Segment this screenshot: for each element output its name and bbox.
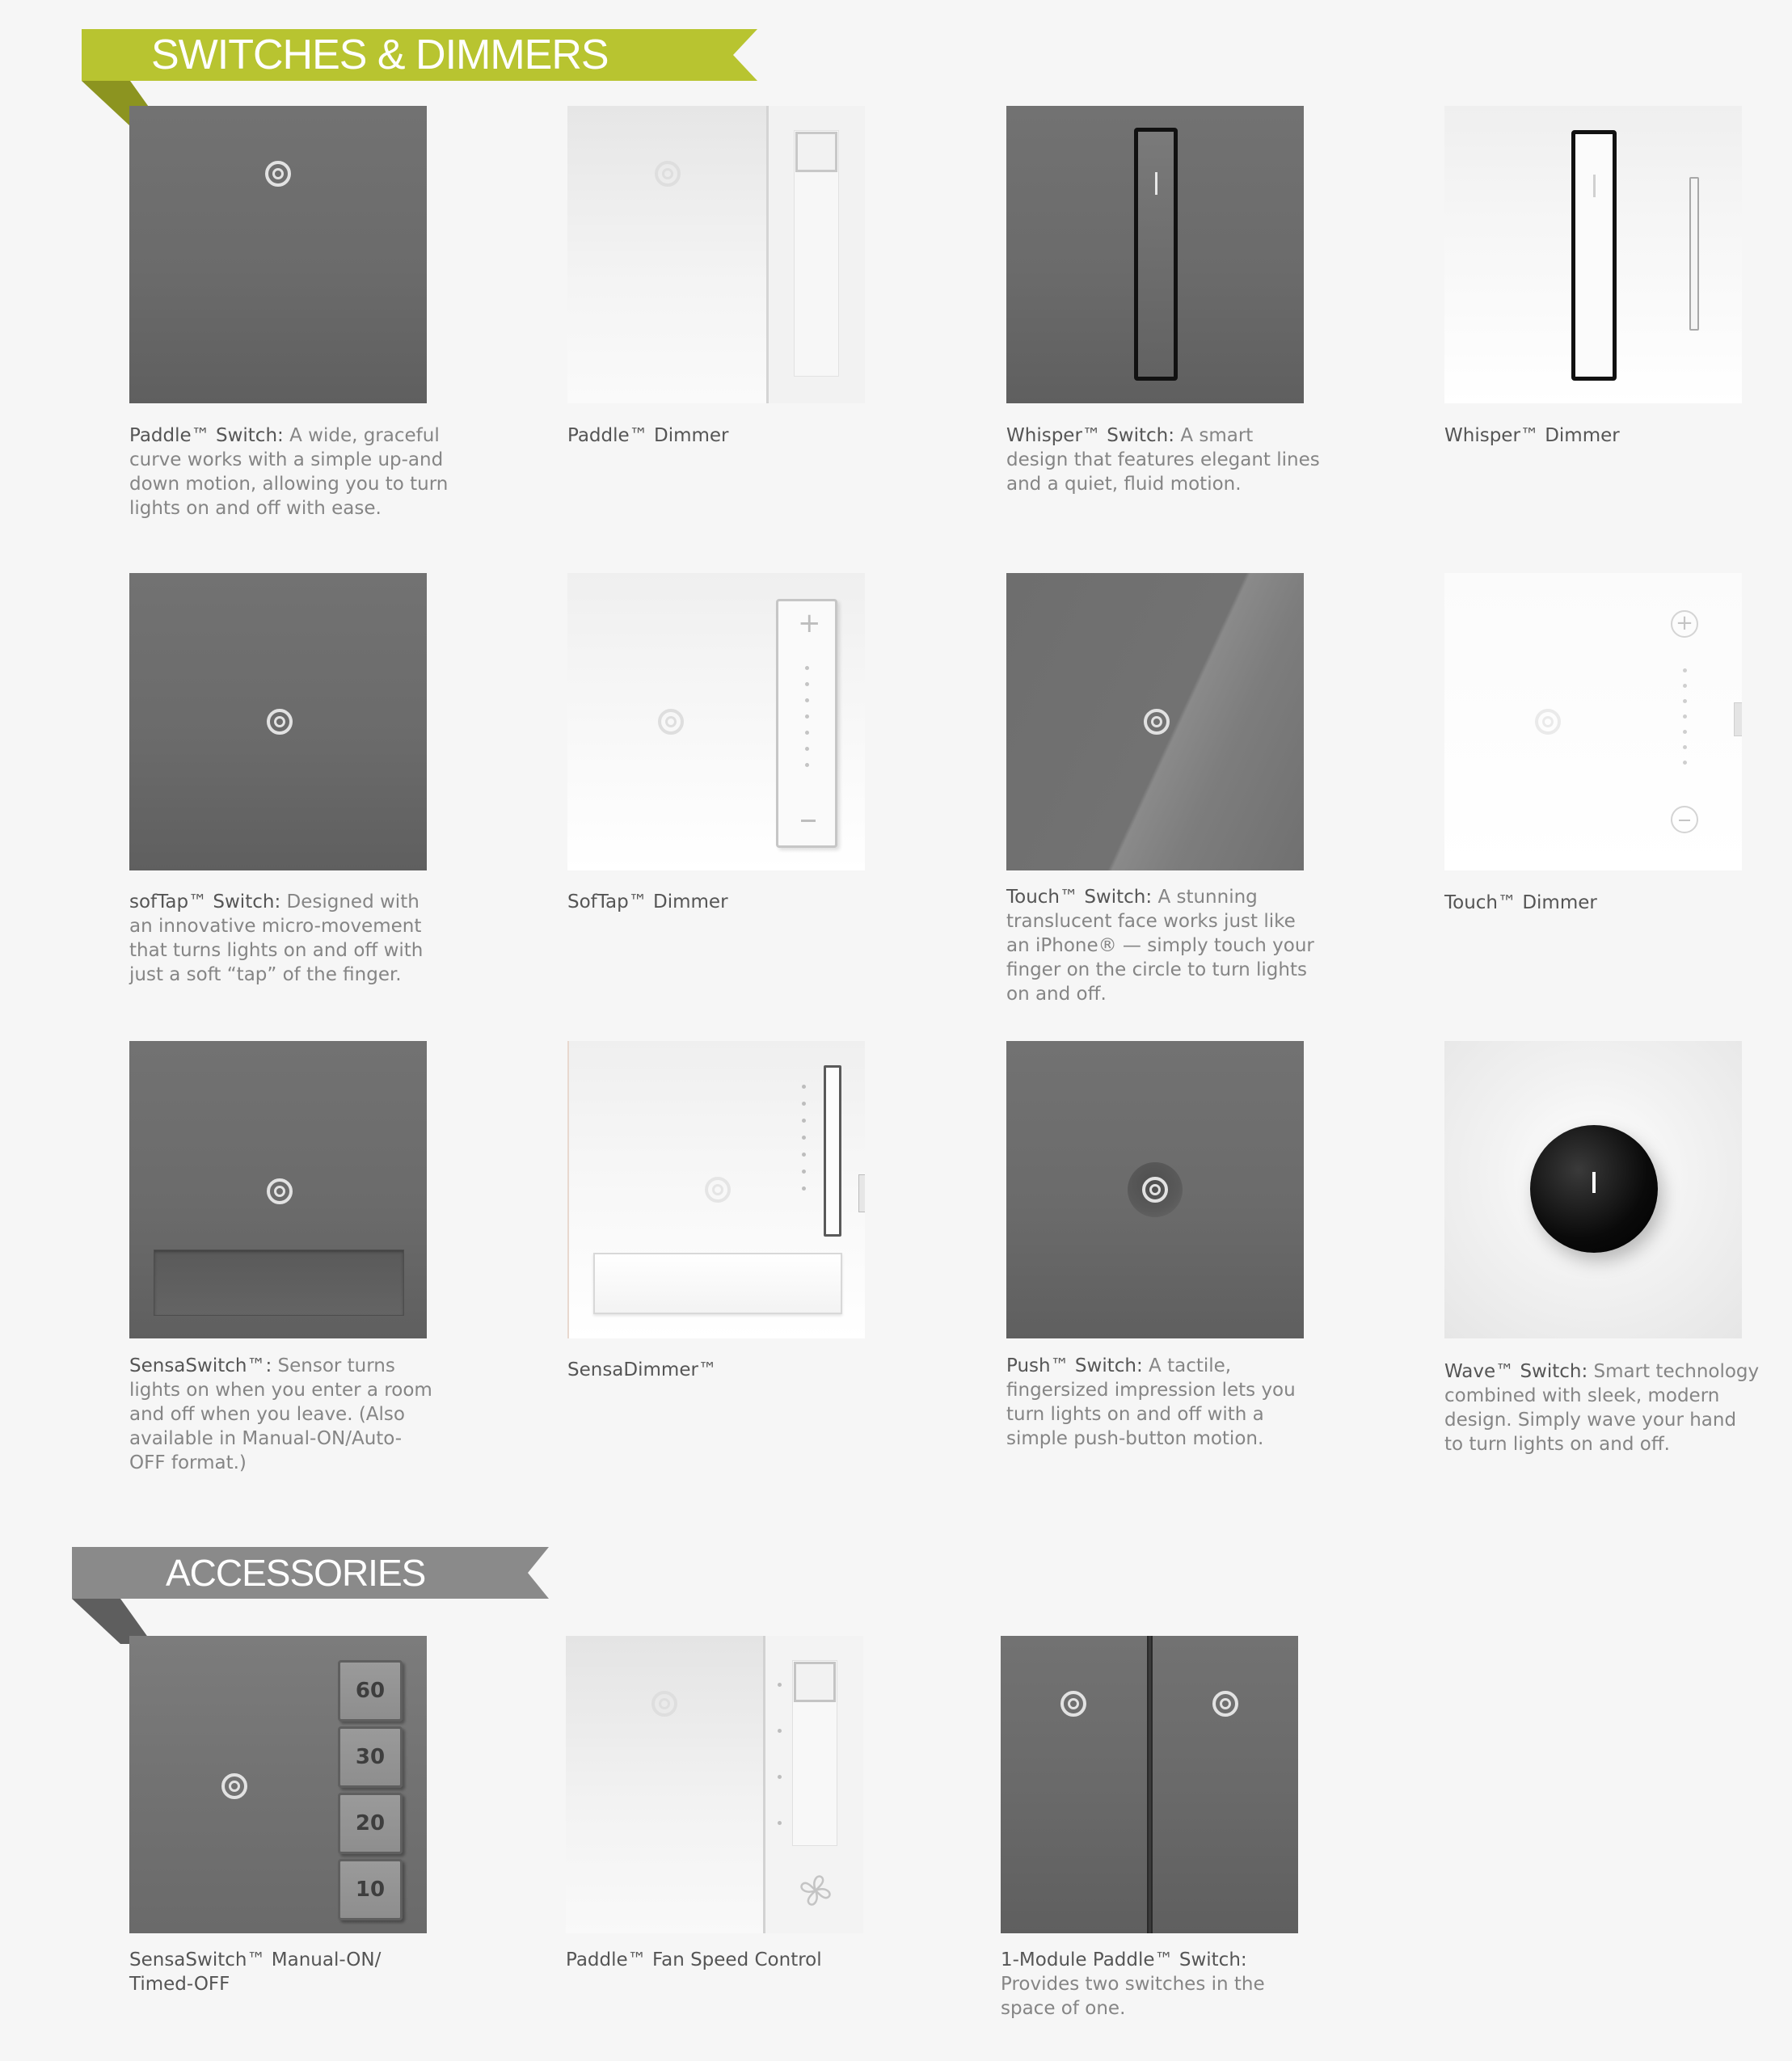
softap-dimmer-caption: SofTap™ Dimmer [567, 891, 728, 912]
one-module-paddle-caption: 1-Module Paddle™ Switch: Provides two switches in the space of one. [1001, 1949, 1265, 2019]
sensaswitch-image [129, 1041, 427, 1338]
level-dots [1683, 668, 1687, 765]
light-ring-icon [651, 1691, 677, 1717]
minus-icon [801, 820, 816, 822]
whisper-switch-caption: Whisper™ Switch: A smart design that features elegant lines and a quiet, fluid motion. [1006, 425, 1320, 495]
side-tab [1734, 702, 1742, 736]
whisper-switch-image [1006, 106, 1304, 403]
touch-dimmer-image [1444, 573, 1742, 870]
fan-speed-control-image [566, 1636, 863, 1933]
touch-switch-caption: Touch™ Switch: A stunning translucent face works just like an iPhone® — simply touch your finger on the circle to turn lights on and off. [1006, 887, 1314, 1005]
banner-band [82, 29, 757, 81]
touch-dimmer-caption: Touch™ Dimmer [1444, 892, 1597, 913]
whisper-dimmer-caption: Whisper™ Dimmer [1444, 425, 1620, 446]
softap-dimmer-bar [776, 599, 837, 848]
softap-switch-caption: sofTap™ Switch: Designed with an innovative micro-movement that turns lights on and off with just a soft “tap” of the finger. [129, 891, 424, 985]
light-ring-icon [267, 1178, 293, 1204]
motion-sensor-lens [154, 1250, 404, 1316]
light-ring-icon [1142, 1177, 1168, 1203]
sensaswitch-caption: SensaSwitch™: Sensor turns lights on when you enter a room and off when you leave. (Also available in Manual-ON/Auto- OFF format.) [129, 1355, 432, 1473]
wave-switch-image [1444, 1041, 1742, 1338]
light-ring-icon [267, 709, 293, 735]
one-module-paddle-image [1001, 1636, 1298, 1933]
light-ring-icon [658, 709, 684, 735]
light-ring-icon [1535, 709, 1561, 735]
minus-icon [1671, 806, 1698, 833]
dimmer-rocker [824, 1065, 841, 1237]
level-dots [778, 1683, 782, 1825]
whisper-dimmer-image [1444, 106, 1742, 403]
whisper-rocker [1571, 130, 1617, 381]
paddle-dimmer-caption: Paddle™ Dimmer [567, 425, 729, 446]
fan-icon [795, 1870, 836, 1911]
timer-button-10: 10 [338, 1859, 403, 1920]
product-name: Paddle™ Switch: [129, 425, 284, 446]
paddle-switch-image [129, 106, 427, 403]
banner-band [72, 1547, 549, 1599]
light-ring-icon [221, 1773, 247, 1799]
light-ring-icon [1144, 709, 1170, 735]
timer-button-20: 20 [338, 1793, 403, 1854]
fan-slider-knob [794, 1662, 836, 1702]
sensadimmer-image [567, 1041, 865, 1338]
sensaswitch-timer-caption: SensaSwitch™ Manual-ON/ Timed-OFF [129, 1949, 382, 1995]
light-ring-icon [1060, 1691, 1086, 1717]
wave-switch-caption: Wave™ Switch: Smart technology combined with sleek, modern design. Simply wave your hand to turn lights on and off. [1444, 1361, 1760, 1455]
accessories-banner [72, 1547, 557, 1644]
light-ring-icon [265, 161, 291, 187]
touch-switch-image [1006, 573, 1304, 870]
level-dots [805, 666, 809, 767]
light-ring-icon [1212, 1691, 1238, 1717]
whisper-rocker [1134, 128, 1178, 381]
paddle-switch-caption: Paddle™ Switch: A wide, graceful curve works with a simple up-and down motion, allowing you to turn lights on and off with ease. [129, 425, 449, 519]
timer-button-60: 60 [338, 1660, 403, 1722]
paddle-dimmer-image [567, 106, 865, 403]
wave-sensor-dome [1530, 1125, 1658, 1253]
light-ring-icon [655, 161, 681, 187]
sensadimmer-caption: SensaDimmer™ [567, 1359, 717, 1380]
motion-sensor-lens [593, 1253, 842, 1314]
light-ring-icon [705, 1177, 731, 1203]
softap-dimmer-image [567, 573, 865, 870]
dimmer-slider [1689, 177, 1699, 331]
push-switch-image [1006, 1041, 1304, 1338]
timer-buttons [338, 1660, 403, 1920]
section-title-accessories: ACCESSORIES [166, 1552, 426, 1594]
sensaswitch-timer-image [129, 1636, 427, 1933]
right-paddle [1151, 1636, 1298, 1933]
plus-icon: + [1671, 610, 1698, 638]
timer-button-30: 30 [338, 1726, 403, 1788]
push-switch-caption: Push™ Switch: A tactile, fingersized impression lets you turn lights on and off with a simple push-button motion. [1006, 1355, 1296, 1449]
softap-switch-image [129, 573, 427, 870]
left-paddle [1001, 1636, 1149, 1933]
section-title-switches: SWITCHES & DIMMERS [151, 32, 609, 78]
dimmer-slider-knob [795, 132, 837, 172]
plus-icon: + [798, 607, 821, 639]
fan-speed-control-caption: Paddle™ Fan Speed Control [566, 1949, 822, 1970]
level-dots [802, 1085, 806, 1191]
side-tab [858, 1174, 865, 1212]
